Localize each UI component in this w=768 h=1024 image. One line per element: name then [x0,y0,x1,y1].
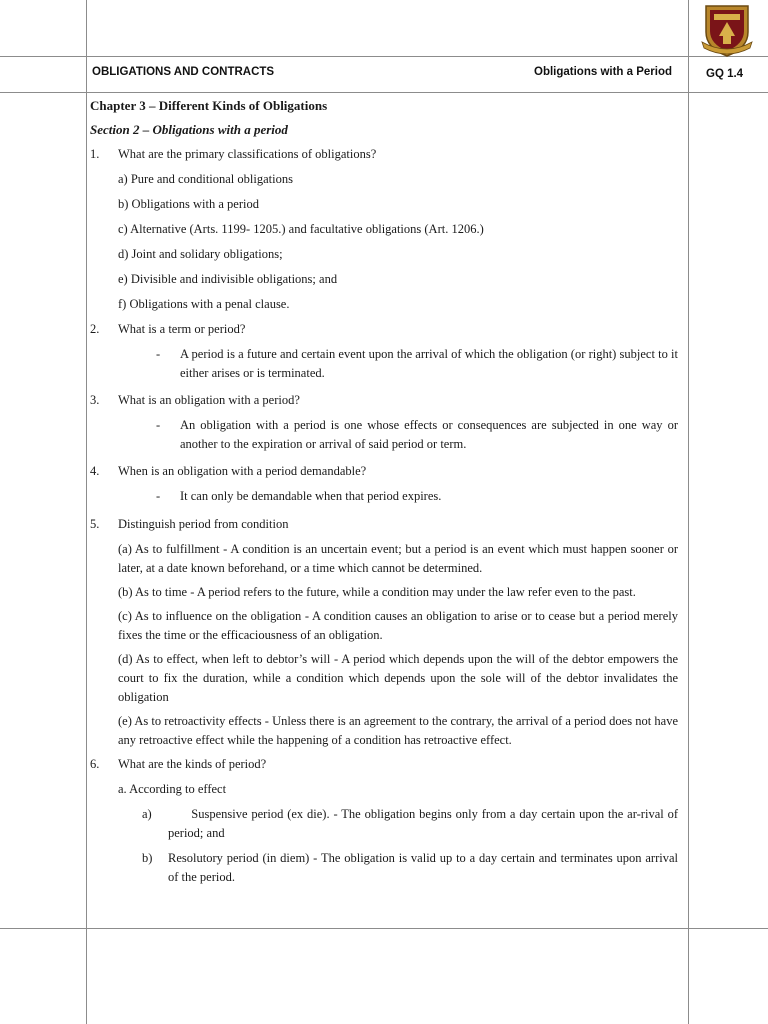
question-number: 4. [90,464,100,478]
question-number: 3. [90,393,100,407]
distinction-paragraph: (d) As to effect, when left to debtor’s will - A period which depends upon the will of the debtor empowers the court to fix the duration, while a condition which depends upon the sole will of the debtor invalidates the obligation [118,651,678,704]
question-number: 1. [90,147,100,161]
question-text: What is an obligation with a period? [118,393,300,407]
left-margin-rule [86,0,87,1024]
answer-item [156,345,678,382]
item-label: b) [142,850,153,865]
item-label: a) [142,806,152,821]
list-item: e) Divisible and indivisible obligations; and [118,272,338,286]
question-number: 6. [90,756,100,771]
document-body [90,96,678,893]
question-number: 5. [90,516,100,531]
list-item: c) Alternative (Arts. 1199- 1205.) and facultative obligations (Art. 1206.) [118,222,484,236]
answer-item [156,416,678,453]
answer-item [156,487,678,506]
chapter-heading: Chapter 3 – Different Kinds of Obligations [90,98,328,113]
question-2 [90,320,678,339]
header-subject-title: OBLIGATIONS AND CONTRACTS [92,66,275,78]
dash-bullet: - [156,489,161,503]
list-item: a) Pure and conditional obligations [118,172,293,186]
question-4 [90,462,678,481]
distinction-paragraph: (a) As to fulfillment - A condition is an uncertain event; but a period is an event which must happen sooner or later, at a date known beforehand, or a time which cannot be determined. [118,541,678,575]
question-text: What is a term or period? [118,322,246,336]
question-6 [90,755,678,774]
right-margin-rule [688,0,689,1024]
item-text: Suspensive period (ex die). - The obligation begins only from a day certain upon the ar-rival of period; and [168,806,678,840]
section-heading: Section 2 – Obligations with a period [90,122,288,137]
answer-text: A period is a future and certain event upon the arrival of which the obligation (or right) subject to it either arises or is terminated. [180,347,678,380]
answer-text: It can only be demandable when that period expires. [180,489,442,503]
school-seal-logo [700,2,754,58]
header-bottom-rule [0,92,768,93]
period-kind-item [142,849,678,887]
header-top-rule [0,56,768,57]
question-text: When is an obligation with a period demandable? [118,464,367,478]
list-item: b) Obligations with a period [118,197,259,211]
period-kind-item [142,805,678,843]
list-item: d) Joint and solidary obligations; [118,247,283,261]
subheading: a. According to effect [118,781,227,796]
distinction-paragraph: (b) As to time - A period refers to the future, while a condition may under the law refer even to the past. [118,584,636,599]
question-text: Distinguish period from condition [118,516,289,531]
dash-bullet: - [156,418,161,432]
footer-rule [0,928,768,929]
header-code: GQ 1.4 [706,68,744,80]
distinction-paragraph: (e) As to retroactivity effects - Unless there is an agreement to the contrary, the arrival of a period does not have any retroactive effect while the happening of a condition has retroactive effect. [118,713,678,747]
header-topic-title: Obligations with a Period [534,66,673,78]
question-number: 2. [90,322,100,336]
question-text: What are the kinds of period? [118,756,267,771]
list-item: f) Obligations with a penal clause. [118,297,290,311]
distinction-paragraph: (c) As to influence on the obligation - A condition causes an obligation to arise or to cease but a period merely fixes the time or the efficaciousness of an obligation. [118,608,678,642]
question-1 [90,145,678,164]
question-5 [90,515,678,534]
answer-text: An obligation with a period is one whose effects or consequences are subjected in one way or another to the expiration or arrival of said period or term. [180,418,678,451]
question-3 [90,391,678,410]
question-text: What are the primary classifications of obligations? [118,147,377,161]
item-text: Resolutory period (in diem) - The obligation is valid up to a day certain and terminates upon arrival of the period. [168,850,678,884]
dash-bullet: - [156,347,161,361]
